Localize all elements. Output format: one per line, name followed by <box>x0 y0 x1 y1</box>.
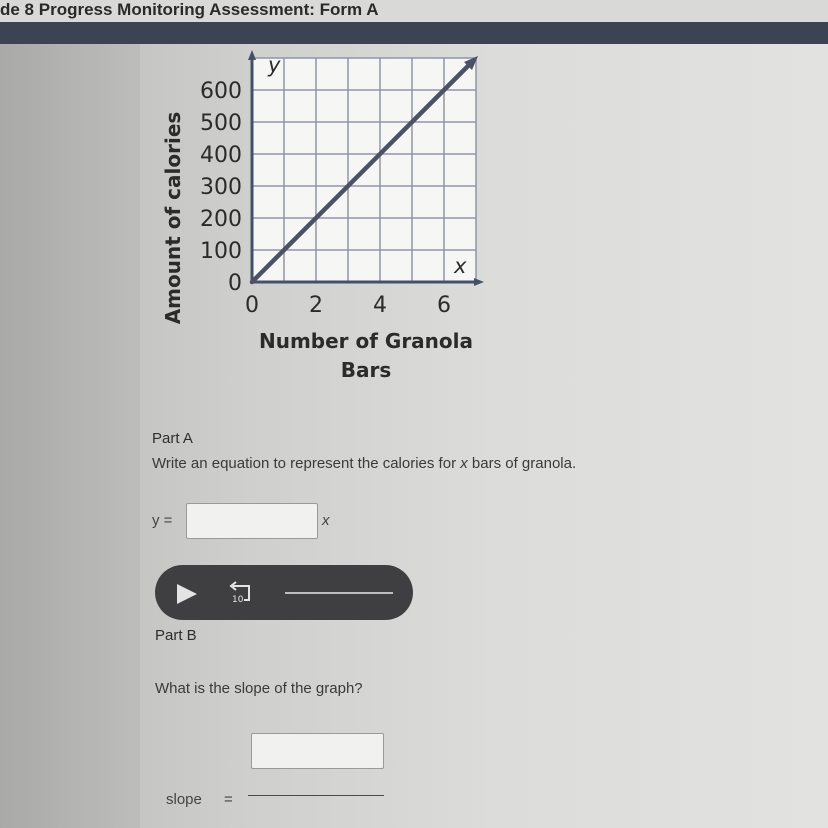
page-header <box>0 0 828 22</box>
part-a-prompt <box>152 455 576 472</box>
part-b-prompt: What is the slope of the graph? <box>155 680 363 697</box>
rewind-button[interactable] <box>227 580 255 604</box>
slope-equals: = <box>224 791 233 808</box>
x-axis-letter: x <box>454 254 467 278</box>
part-a-rhs: x <box>322 512 330 529</box>
header-bar <box>0 22 828 44</box>
x-tick-label: 4 <box>373 293 387 318</box>
play-button[interactable] <box>177 584 197 604</box>
calories-line-chart <box>150 50 490 395</box>
y-tick-label: 600 <box>200 79 242 104</box>
y-tick-label: 500 <box>200 111 242 136</box>
part-b-label: Part B <box>155 627 197 644</box>
audio-player <box>155 565 413 620</box>
y-tick-label: 400 <box>200 143 242 168</box>
part-a-lhs: y = <box>152 512 173 529</box>
part-b-answer-input[interactable] <box>251 733 384 769</box>
x-axis-title-line-1: Number of Granola <box>258 329 474 353</box>
y-axis-arrow-icon <box>248 50 256 60</box>
x-tick-label: 0 <box>245 293 259 318</box>
slope-answer-line <box>248 795 384 796</box>
y-tick-label: 100 <box>200 239 242 264</box>
x-tick-labels <box>245 293 451 318</box>
y-tick-labels <box>200 79 242 296</box>
left-sidebar <box>0 44 140 828</box>
part-a-prompt-start: Write an equation to represent the calories for <box>152 455 461 472</box>
part-a-answer-input[interactable] <box>186 503 318 539</box>
page-title: de 8 Progress Monitoring Assessment: Form A <box>0 0 379 19</box>
y-tick-label: 200 <box>200 207 242 232</box>
x-tick-label: 6 <box>437 293 451 318</box>
audio-progress-bar[interactable] <box>285 592 393 594</box>
rewind-seconds: 10 <box>232 595 244 604</box>
slope-label: slope <box>166 791 202 808</box>
x-tick-label: 2 <box>309 293 323 318</box>
y-axis-letter: y <box>268 53 281 77</box>
y-tick-label: 300 <box>200 175 242 200</box>
part-a-prompt-variable: x <box>460 455 468 472</box>
y-tick-label: 0 <box>228 271 242 296</box>
x-axis-title-line-2: Bars <box>340 358 392 382</box>
x-axis-arrow-icon <box>474 278 484 286</box>
part-a-prompt-end: bars of granola. <box>467 455 577 472</box>
y-axis-title: Amount of calories <box>161 111 185 325</box>
part-a-label: Part A <box>152 430 193 447</box>
